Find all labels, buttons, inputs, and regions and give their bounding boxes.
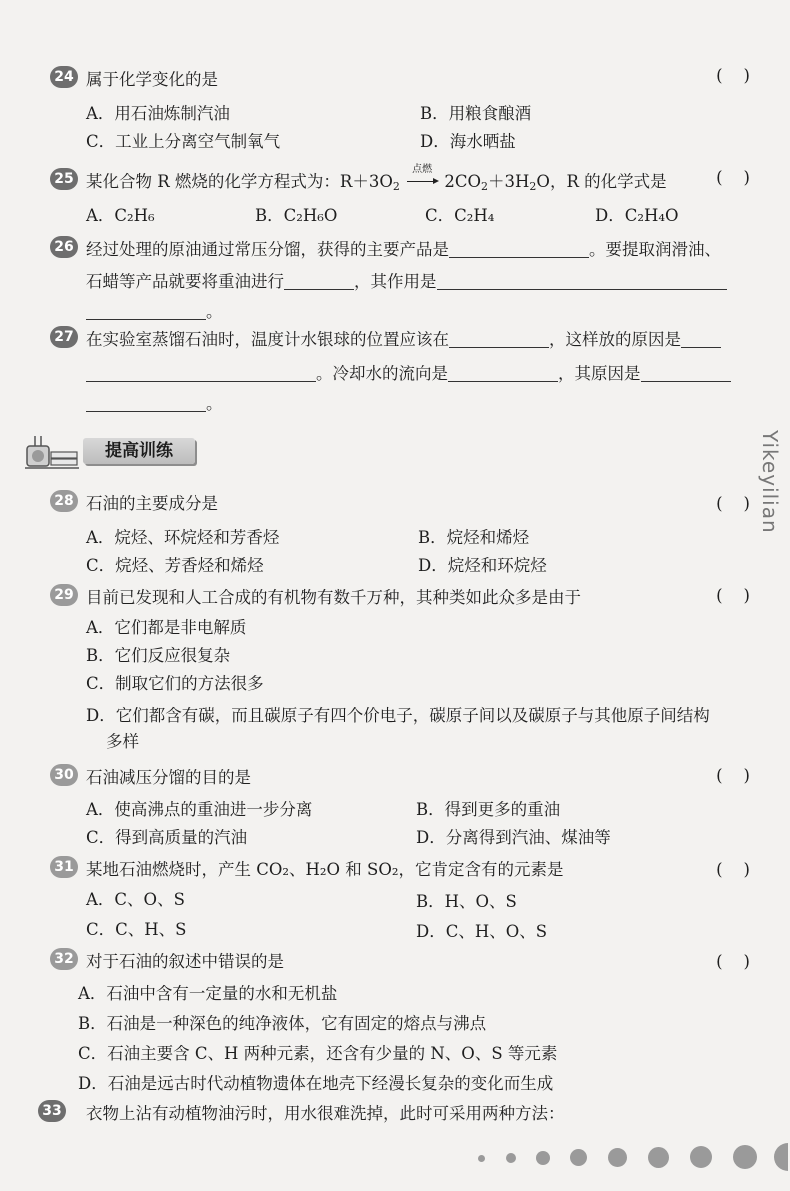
option-a[interactable]: A．它们都是非电解质	[86, 618, 247, 637]
dot	[733, 1145, 757, 1169]
question-30	[50, 764, 750, 848]
question-stem: 某地石油燃烧时，产生 CO₂、H₂O 和 SO₂，它肯定含有的元素是	[86, 860, 564, 879]
question-stem: 石油减压分馏的目的是	[86, 768, 251, 787]
question-stem: 衣物上沾有动植物油污时，用水很难洗掉，此时可采用两种方法：	[86, 1104, 565, 1123]
answer-blank[interactable]	[681, 331, 721, 348]
question-32	[50, 948, 750, 1092]
question-line-1: 经过处理的原油通过常压分馏，获得的主要产品是 。要提取润滑油、	[86, 240, 721, 259]
dot	[774, 1143, 788, 1171]
option-a[interactable]: A．C、O、S	[86, 890, 185, 909]
equation-part: 2CO	[444, 172, 482, 191]
question-number: 32	[50, 948, 78, 970]
question-number: 31	[50, 856, 78, 878]
option-d[interactable]: D．石油是远古时代动植物遗体在地壳下经漫长复杂的变化而生成	[78, 1074, 554, 1093]
dot	[690, 1146, 712, 1168]
dot	[648, 1147, 669, 1168]
option-a[interactable]: A．C₂H₆	[86, 206, 155, 225]
question-number: 24	[50, 66, 78, 88]
section-title: 提高训练	[83, 438, 195, 464]
answer-blank[interactable]	[86, 303, 206, 320]
question-number: 29	[50, 584, 78, 606]
answer-blank[interactable]	[284, 273, 354, 290]
question-stem: 目前已发现和人工合成的有机物有数千万种，其种类如此众多是由于	[86, 588, 581, 607]
answer-blank[interactable]	[437, 273, 727, 290]
answer-paren[interactable]: ( )	[716, 66, 750, 85]
question-27	[50, 326, 750, 413]
dot	[570, 1149, 587, 1166]
option-d-continued: 多样	[106, 732, 139, 751]
option-c[interactable]: C．得到高质量的汽油	[86, 828, 248, 847]
equation-part: ＋3H	[488, 172, 530, 191]
dot	[506, 1153, 516, 1163]
question-29	[50, 584, 750, 754]
equation-part: 某化合物 R 燃烧的化学方程式为：R＋3O	[86, 172, 393, 191]
question-31	[50, 856, 750, 940]
option-b[interactable]: B．石油是一种深色的纯净液体，它有固定的熔点与沸点	[78, 1014, 487, 1033]
arrow-label: 点燃	[412, 164, 433, 175]
question-line-2: 石蜡等产品就要将重油进行 ，其作用是	[86, 268, 727, 292]
answer-blank[interactable]	[86, 395, 206, 412]
question-stem: 某化合物 R 燃烧的化学方程式为：$R+3O_2$ 点燃 $2CO_2+3H_2O$，R 的化学式是	[86, 168, 667, 193]
dot	[536, 1151, 550, 1165]
option-d[interactable]: D．海水晒盐	[420, 132, 516, 151]
question-line-3: 。	[86, 298, 223, 322]
option-a[interactable]: A．烷烃、环烷烃和芳香烃	[86, 528, 280, 547]
answer-paren[interactable]: ( )	[716, 860, 750, 879]
reaction-arrow	[405, 164, 439, 191]
option-c[interactable]: C．烷烃、芳香烃和烯烃	[86, 556, 264, 575]
question-24	[50, 66, 750, 156]
section-header	[25, 432, 205, 472]
option-a[interactable]: A．使高沸点的重油进一步分离	[86, 800, 313, 819]
watermark: Yikeyilian	[758, 430, 782, 534]
answer-blank[interactable]	[448, 365, 558, 382]
question-number: 26	[50, 236, 78, 258]
question-line-3: 。	[86, 390, 223, 414]
question-number: 30	[50, 764, 78, 786]
option-b[interactable]: B．用粮食酿酒	[420, 104, 532, 123]
answer-paren[interactable]: ( )	[716, 952, 750, 971]
option-b[interactable]: B．烷烃和烯烃	[418, 528, 530, 547]
answer-paren[interactable]: ( )	[716, 586, 750, 605]
answer-blank[interactable]	[449, 331, 549, 348]
question-25	[50, 164, 750, 228]
option-d[interactable]: D．C、H、O、S	[416, 922, 548, 941]
option-b[interactable]: B．C₂H₆O	[255, 206, 338, 225]
option-b[interactable]: B．H、O、S	[416, 892, 517, 911]
option-c[interactable]: C．C₂H₄	[425, 206, 495, 225]
dot	[608, 1148, 627, 1167]
question-line-1: 在实验室蒸馏石油时，温度计水银球的位置应该在 ，这样放的原因是	[86, 326, 721, 350]
option-b[interactable]: B．得到更多的重油	[416, 800, 561, 819]
equation-part: O，R 的化学式是	[536, 172, 667, 191]
option-d[interactable]: D．C₂H₄O	[595, 206, 679, 225]
answer-paren[interactable]: ( )	[716, 766, 750, 785]
option-d[interactable]: D．它们都含有碳，而且碳原子有四个价电子，碳原子间以及碳原子与其他原子间结构	[86, 706, 710, 725]
option-c[interactable]: C．制取它们的方法很多	[86, 674, 264, 693]
option-d[interactable]: D．烷烃和环烷烃	[418, 556, 547, 575]
option-a[interactable]: A．用石油炼制汽油	[86, 104, 230, 123]
answer-paren[interactable]: ( )	[716, 494, 750, 513]
question-33	[42, 1100, 750, 1130]
answer-paren[interactable]: ( )	[716, 168, 750, 187]
question-28	[50, 490, 750, 580]
question-26	[50, 236, 750, 321]
question-number: 33	[38, 1100, 66, 1122]
question-number: 25	[50, 168, 78, 190]
question-stem: 石油的主要成分是	[86, 494, 218, 513]
flask-icon	[25, 432, 79, 472]
question-number: 28	[50, 490, 78, 512]
page-decoration-dots	[470, 1140, 790, 1180]
option-b[interactable]: B．它们反应很复杂	[86, 646, 231, 665]
question-number: 27	[50, 326, 78, 348]
question-stem: 对于石油的叙述中错误的是	[86, 952, 284, 971]
option-a[interactable]: A．石油中含有一定量的水和无机盐	[78, 984, 338, 1003]
option-c[interactable]: C．石油主要含 C、H 两种元素，还含有少量的 N、O、S 等元素	[78, 1044, 558, 1063]
option-d[interactable]: D．分离得到汽油、煤油等	[416, 828, 611, 847]
question-line-2: 。冷却水的流向是 ，其原因是	[86, 360, 731, 384]
answer-blank[interactable]	[641, 365, 731, 382]
option-c[interactable]: C．C、H、S	[86, 920, 187, 939]
option-c[interactable]: C．工业上分离空气制氧气	[86, 132, 281, 151]
answer-blank[interactable]	[86, 365, 316, 382]
question-stem: 属于化学变化的是	[86, 70, 218, 89]
answer-blank[interactable]	[449, 241, 589, 258]
dot	[478, 1155, 485, 1162]
